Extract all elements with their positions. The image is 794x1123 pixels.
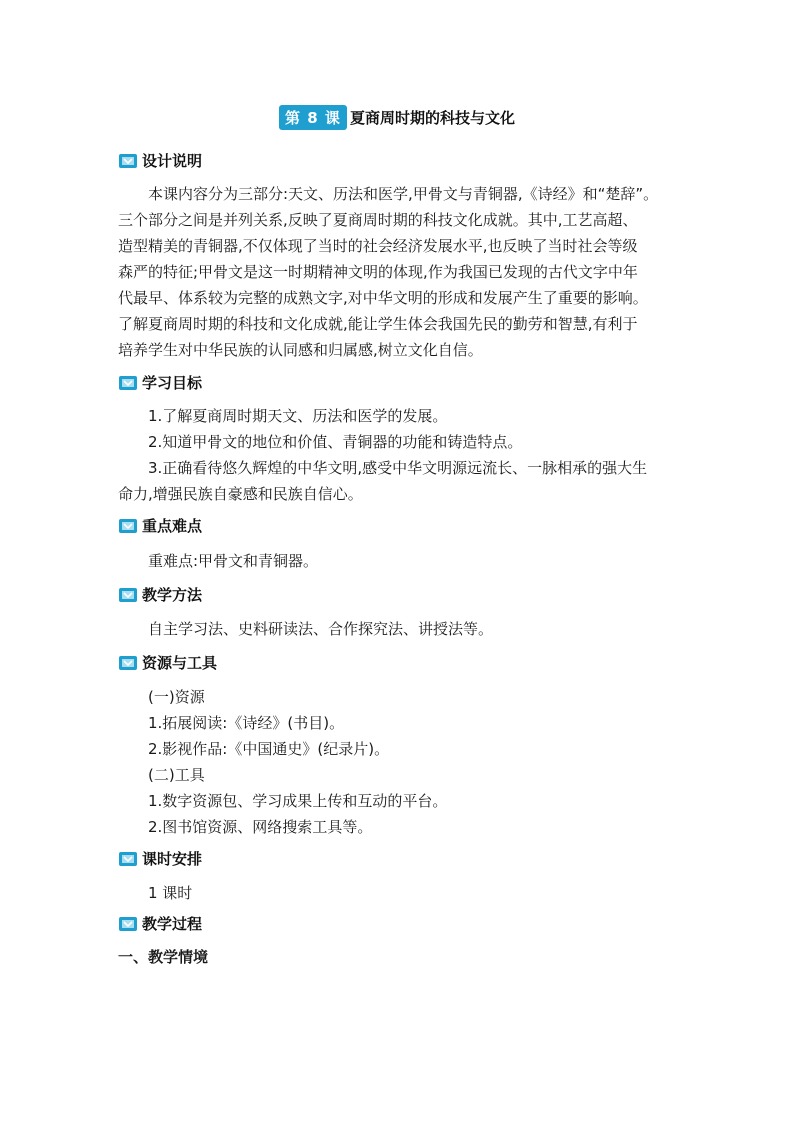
text-line: 本课内容分为三部分:天文、历法和医学,甲骨文与青铜器,《诗经》和“楚辞”。: [148, 185, 659, 203]
lesson-title: 夏商周时期的科技与文化: [349, 109, 515, 127]
book-icon: [118, 517, 138, 535]
book-icon: [118, 654, 138, 672]
text-line: 造型精美的青铜器,不仅体现了当时的社会经济发展水平,也反映了当时社会等级: [118, 237, 638, 255]
section-title: 设计说明: [142, 152, 203, 170]
list-item: 2.图书馆资源、网络搜索工具等。: [148, 818, 373, 836]
schedule-text: [118, 880, 703, 906]
text-line: 重难点:甲骨文和青铜器。: [148, 552, 319, 570]
text-line: 了解夏商周时期的科技和文化成就,能让学生体会我国先民的勤劳和智慧,有利于: [118, 315, 638, 333]
text-line: 三个部分之间是并列关系,反映了夏商周时期的科技文化成就。其中,工艺高超、: [118, 211, 638, 229]
resources-list: [148, 684, 447, 840]
section-key-heading: [118, 515, 202, 536]
text-line: 自主学习法、史料研读法、合作探究法、讲授法等。: [148, 620, 494, 638]
section-title: 教学方法: [142, 586, 203, 604]
book-icon: [118, 850, 138, 868]
section-title: 教学过程: [142, 915, 203, 933]
text-line: 1 课时: [148, 884, 193, 902]
book-icon: [118, 586, 138, 604]
list-item: 2.知道甲骨文的地位和价值、青铜器的功能和铸造特点。: [148, 433, 523, 451]
method-text: [118, 616, 703, 642]
list-item: 3.正确看待悠久辉煌的中华文明,感受中华文明源远流长、一脉相承的强大生: [148, 459, 648, 477]
design-paragraph: [118, 181, 703, 363]
section-title: 课时安排: [142, 850, 203, 868]
section-method-heading: [118, 584, 202, 605]
list-item: 1.数字资源包、学习成果上传和互动的平台。: [148, 792, 448, 810]
text-line: 培养学生对中华民族的认同感和归属感,树立文化自信。: [118, 341, 483, 359]
section-title: 重点难点: [142, 517, 203, 535]
section-schedule-heading: [118, 848, 202, 869]
lesson-header: [0, 105, 794, 130]
list-item: (二)工具: [148, 766, 205, 784]
book-icon: [118, 152, 138, 170]
book-icon: [118, 374, 138, 392]
list-item: 命力,增强民族自豪感和民族自信心。: [118, 485, 363, 503]
key-text: [118, 548, 703, 574]
section-design-heading: [118, 150, 202, 171]
list-item: (一)资源: [148, 688, 205, 706]
text-line: 森严的特征;甲骨文是这一时期精神文明的体现,作为我国已发现的古代文字中年: [118, 263, 638, 281]
section-title: 资源与工具: [142, 654, 218, 672]
list-item: 1.了解夏商周时期天文、历法和医学的发展。: [148, 407, 448, 425]
list-item: 2.影视作品:《中国通史》(纪录片)。: [148, 740, 390, 758]
section-process-heading: [118, 913, 202, 934]
list-item: 1.拓展阅读:《诗经》(书目)。: [148, 714, 345, 732]
book-icon: [118, 915, 138, 933]
section-title: 学习目标: [142, 374, 203, 392]
goals-list: [118, 403, 703, 507]
text-line: 代最早、体系较为完整的成熟文字,对中华文明的形成和发展产生了重要的影响。: [118, 289, 648, 307]
section-resources-heading: [118, 652, 217, 673]
process-step-heading: 一、教学情境: [118, 948, 209, 966]
lesson-number-badge: 第 8 课: [279, 105, 347, 130]
section-goals-heading: [118, 372, 202, 393]
